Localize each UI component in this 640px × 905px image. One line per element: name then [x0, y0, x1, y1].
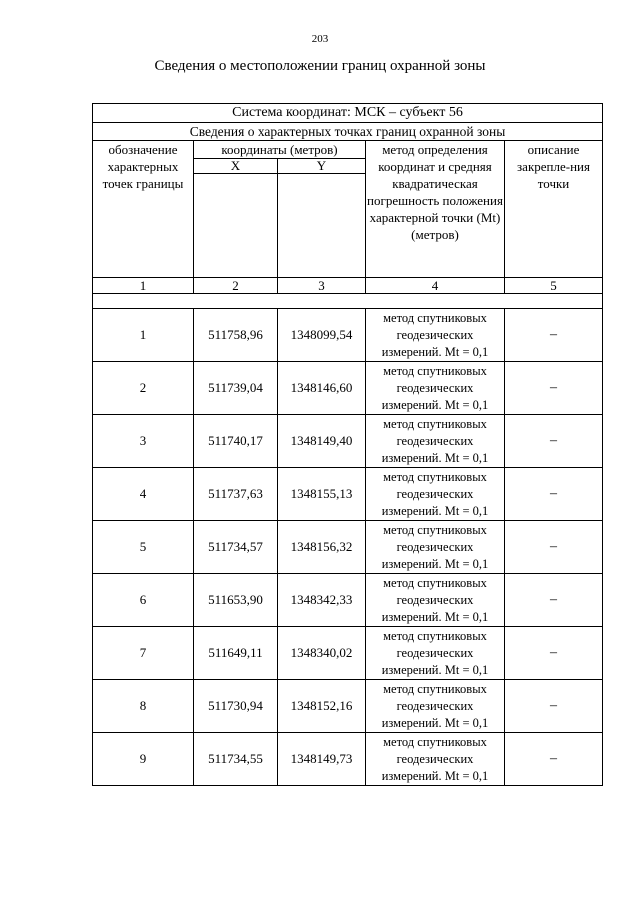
point-y: 1348340,02	[278, 627, 366, 680]
point-x: 511758,96	[194, 309, 278, 362]
header-x: X	[194, 159, 278, 174]
point-description: –	[505, 521, 603, 574]
point-method: метод спутниковых геодезических измерений. Mt = 0,1	[366, 309, 505, 362]
point-description: –	[505, 309, 603, 362]
point-x: 511737,63	[194, 468, 278, 521]
empty-row	[93, 294, 603, 309]
point-x: 511739,04	[194, 362, 278, 415]
header-description: описание закрепле-ния точки	[505, 141, 603, 278]
point-id: 3	[93, 415, 194, 468]
table-row	[93, 627, 603, 680]
point-y: 1348152,16	[278, 680, 366, 733]
header-method: метод определения координат и средняя квадратическая погрешность положения характерной точки (Mt) (метров)	[366, 141, 505, 278]
header-y: Y	[278, 159, 366, 174]
point-description: –	[505, 362, 603, 415]
point-description: –	[505, 574, 603, 627]
point-id: 8	[93, 680, 194, 733]
point-y: 1348156,32	[278, 521, 366, 574]
table-row	[93, 733, 603, 786]
column-numbers-row	[93, 278, 603, 294]
point-x: 511740,17	[194, 415, 278, 468]
table-row	[93, 574, 603, 627]
point-y: 1348099,54	[278, 309, 366, 362]
point-y: 1348146,60	[278, 362, 366, 415]
document-title: Сведения о местоположении границ охранной зоны	[154, 58, 486, 74]
header-x-body	[194, 174, 278, 278]
point-id: 4	[93, 468, 194, 521]
point-y: 1348155,13	[278, 468, 366, 521]
column-number: 2	[194, 278, 278, 294]
column-number: 1	[93, 278, 194, 294]
section-title-row	[93, 123, 603, 141]
column-number: 5	[505, 278, 603, 294]
header-point-designation: обозначение характерных точек границы	[93, 141, 194, 278]
header-row	[93, 141, 603, 159]
coordinate-system-cell: Система координат: МСК – субъект 56	[93, 104, 603, 123]
table-row	[93, 468, 603, 521]
page-number: 203	[311, 33, 329, 45]
point-method: метод спутниковых геодезических измерений. Mt = 0,1	[366, 574, 505, 627]
table-row	[93, 362, 603, 415]
point-y: 1348149,40	[278, 415, 366, 468]
boundary-points-table	[92, 103, 603, 786]
empty-cell	[505, 294, 603, 309]
empty-cell	[366, 294, 505, 309]
point-method: метод спутниковых геодезических измерений. Mt = 0,1	[366, 468, 505, 521]
point-id: 7	[93, 627, 194, 680]
point-method: метод спутниковых геодезических измерений. Mt = 0,1	[366, 415, 505, 468]
column-number: 3	[278, 278, 366, 294]
point-description: –	[505, 680, 603, 733]
point-id: 2	[93, 362, 194, 415]
point-x: 511734,57	[194, 521, 278, 574]
point-x: 511730,94	[194, 680, 278, 733]
point-id: 5	[93, 521, 194, 574]
point-method: метод спутниковых геодезических измерений. Mt = 0,1	[366, 521, 505, 574]
point-method: метод спутниковых геодезических измерений. Mt = 0,1	[366, 362, 505, 415]
empty-cell	[93, 294, 194, 309]
point-id: 6	[93, 574, 194, 627]
header-coordinates: координаты (метров)	[194, 141, 366, 159]
table-row	[93, 680, 603, 733]
point-y: 1348342,33	[278, 574, 366, 627]
table-row	[93, 415, 603, 468]
point-method: метод спутниковых геодезических измерений. Mt = 0,1	[366, 627, 505, 680]
section-title-cell: Сведения о характерных точках границ охранной зоны	[93, 123, 603, 141]
point-y: 1348149,73	[278, 733, 366, 786]
point-description: –	[505, 627, 603, 680]
coordinate-system-row	[93, 104, 603, 123]
header-y-body	[278, 174, 366, 278]
table-row	[93, 521, 603, 574]
point-id: 1	[93, 309, 194, 362]
empty-cell	[278, 294, 366, 309]
point-description: –	[505, 415, 603, 468]
point-method: метод спутниковых геодезических измерений. Mt = 0,1	[366, 680, 505, 733]
empty-cell	[194, 294, 278, 309]
point-method: метод спутниковых геодезических измерений. Mt = 0,1	[366, 733, 505, 786]
column-number: 4	[366, 278, 505, 294]
point-description: –	[505, 468, 603, 521]
point-x: 511649,11	[194, 627, 278, 680]
point-x: 511734,55	[194, 733, 278, 786]
table-row	[93, 309, 603, 362]
point-description: –	[505, 733, 603, 786]
point-id: 9	[93, 733, 194, 786]
point-x: 511653,90	[194, 574, 278, 627]
